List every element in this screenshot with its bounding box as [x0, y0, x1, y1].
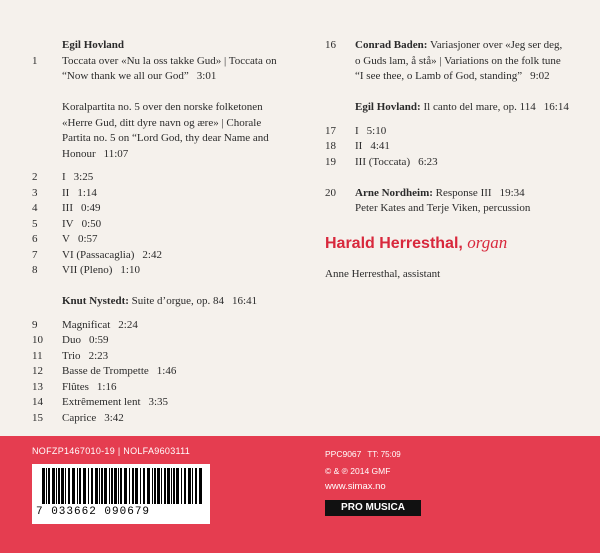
track-row: [32, 395, 312, 411]
track-row: [32, 232, 312, 248]
composer-heading: [325, 100, 590, 116]
track-duration: 3:25: [73, 171, 94, 183]
track-row: [32, 380, 312, 396]
track-title-cont: o Guds lam, å stå» | Variations on the folk tune: [355, 54, 561, 67]
track-title: IV: [62, 217, 74, 230]
total-time: TT: 75:09: [367, 450, 401, 459]
track-number: 9: [32, 318, 38, 331]
track-title: Variasjoner over «Jeg ser deg,: [430, 39, 563, 51]
product-code: PPC9067: [325, 449, 362, 459]
work-title-cont: «Herre Gud, ditt dyre navn og ære» | Chorale: [62, 116, 262, 129]
track-title: I: [355, 124, 359, 137]
main-performer: [325, 233, 507, 253]
label-logo: PRO MUSICA: [325, 500, 421, 516]
track-duration: 9:02: [530, 70, 550, 82]
track-duration: 1:16: [96, 380, 117, 393]
track-duration: 2:24: [118, 318, 138, 331]
track-title-cont: “I see thee, o Lamb of God, standing”: [355, 70, 523, 82]
track-row: [32, 54, 312, 85]
track-number: 11: [32, 349, 43, 362]
track-title: Toccata over «Nu la oss takke Gud» | Toccata on: [62, 54, 277, 67]
track-row: [32, 217, 312, 233]
track-duration: 19:34: [499, 186, 525, 199]
track-row: [325, 155, 590, 171]
track-duration: 1:46: [156, 365, 177, 377]
track-number: 13: [32, 380, 43, 393]
track-number: 12: [32, 365, 43, 377]
track-title: Trio: [62, 349, 81, 362]
track-row: [32, 170, 312, 186]
track-title: V: [62, 233, 70, 245]
work-title: Il canto del mare, op. 114: [423, 101, 536, 113]
work-title: Suite d’orgue, op. 84: [131, 295, 225, 307]
assistant-credit: Anne Herresthal, assistant: [325, 268, 441, 280]
track-title: Response III: [435, 186, 492, 199]
track-duration: 2:23: [88, 349, 109, 362]
track-duration: 0:49: [81, 202, 101, 214]
track-row: [32, 349, 312, 365]
copyright: © & ℗ 2014 GMF: [325, 466, 391, 476]
composer-name: Egil Hovland: [62, 39, 125, 51]
track-title: VI (Passacaglia): [62, 248, 135, 261]
barcode: [32, 464, 210, 524]
track-duration: 3:35: [148, 396, 169, 408]
composer-name: Egil Hovland:: [355, 101, 421, 113]
track-title: III (Toccata): [355, 155, 411, 168]
track-row: [32, 411, 312, 427]
track-title-cont: “Now thank we all our God”: [62, 70, 189, 82]
performer-instrument: organ: [467, 233, 508, 252]
track-number: 14: [32, 396, 43, 408]
composer-heading: [32, 38, 312, 54]
track-number: 7: [32, 248, 38, 261]
track-performers: Peter Kates and Terje Viken, percussion: [355, 202, 531, 214]
track-duration: 1:14: [77, 186, 97, 199]
work-duration: 11:07: [103, 147, 129, 160]
track-number: 8: [32, 264, 38, 276]
track-row: [325, 38, 590, 85]
track-row: [325, 186, 590, 217]
catalog-numbers: NOFZP1467010-19 | NOLFA9603111: [32, 446, 191, 456]
track-duration: 0:57: [77, 233, 98, 245]
track-number: 1: [32, 54, 38, 67]
track-number: 6: [32, 233, 38, 245]
track-title: VII (Pleno): [62, 264, 113, 276]
tracklist-right: [325, 38, 590, 217]
track-title: II: [62, 186, 70, 199]
track-number: 18: [325, 140, 336, 152]
track-title: Magnificat: [62, 318, 111, 331]
track-title: Basse de Trompette: [62, 365, 149, 377]
tracklist-left: [32, 38, 312, 426]
barcode-digits: 7 033662 090679: [36, 506, 151, 518]
barcode-bars-icon: [42, 468, 202, 504]
track-duration: 3:42: [104, 411, 124, 424]
work-title-cont: Honour: [62, 147, 96, 160]
composer-name: Arne Nordheim:: [355, 186, 433, 199]
track-row: [32, 186, 312, 202]
work-duration: 16:14: [543, 101, 569, 113]
track-duration: 3:01: [196, 70, 217, 82]
release-info: [325, 446, 401, 495]
track-duration: 0:50: [81, 217, 102, 230]
track-number: 19: [325, 155, 336, 168]
track-duration: 5:10: [366, 124, 387, 137]
track-duration: 6:23: [418, 155, 438, 168]
track-row: [325, 124, 590, 140]
track-row: [32, 201, 312, 217]
track-title: Duo: [62, 334, 81, 346]
performer-name: Harald Herresthal,: [325, 235, 463, 252]
track-number: 3: [32, 186, 38, 199]
track-number: 17: [325, 124, 336, 137]
website-link[interactable]: www.simax.no: [325, 481, 386, 492]
composer-heading: [32, 294, 312, 310]
track-row: [32, 248, 312, 264]
track-title: III: [62, 202, 73, 214]
track-number: 20: [325, 186, 336, 199]
composer-name: Conrad Baden:: [355, 39, 428, 51]
work-duration: 16:41: [232, 295, 258, 307]
track-row: [325, 139, 590, 155]
track-title: I: [62, 171, 66, 183]
track-number: 5: [32, 217, 38, 230]
track-row: [32, 318, 312, 334]
track-duration: 1:10: [120, 264, 140, 276]
track-duration: 0:59: [88, 334, 109, 346]
track-number: 16: [325, 39, 336, 51]
track-row: [32, 333, 312, 349]
composer-name: Knut Nystedt:: [62, 295, 129, 307]
track-duration: 4:41: [370, 140, 390, 152]
track-number: 2: [32, 171, 38, 183]
track-number: 4: [32, 202, 38, 214]
work-heading: [32, 100, 312, 162]
track-title: Extrêmement lent: [62, 396, 141, 408]
track-number: 10: [32, 334, 43, 346]
track-duration: 2:42: [142, 248, 162, 261]
work-title: Koralpartita no. 5 over den norske folketonen: [62, 101, 263, 113]
track-row: [32, 364, 312, 380]
track-title: Caprice: [62, 411, 97, 424]
track-title: Flûtes: [62, 380, 89, 393]
track-row: [32, 263, 312, 279]
work-title-cont: Partita no. 5 on “Lord God, thy dear Name and: [62, 132, 269, 144]
track-title: II: [355, 140, 363, 152]
track-number: 15: [32, 411, 43, 424]
